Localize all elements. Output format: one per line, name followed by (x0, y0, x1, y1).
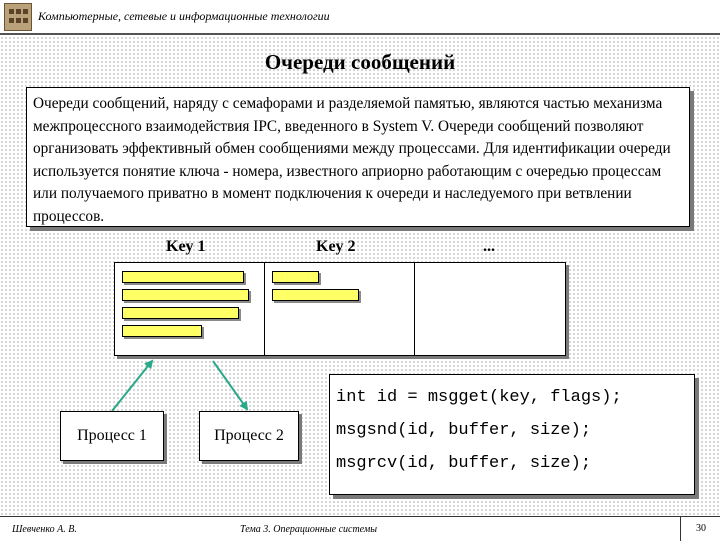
description-box: Очереди сообщений, наряду с семафорами и разделяемой памятью, являются частью механизма межпроцессного взаимодействия IPC, введенного в System V. Очереди сообщений позволяют организовать эффективный обмен сообщениями между процессами. Для идентификации очереди используется понятие ключа - номера, известного априорно работающим с очередью процессам или получаемого приватно в момент подключения к очереди и наследуемого при ветвлении процессов. (26, 87, 690, 227)
process-2-box: Процесс 2 (199, 411, 299, 461)
process-1-box: Процесс 1 (60, 411, 164, 461)
key-more-label: ... (483, 238, 495, 255)
code-line-msgrcv: msgrcv(id, buffer, size); (336, 454, 592, 473)
code-box (329, 374, 695, 495)
page-number: 30 (680, 517, 720, 541)
header-text: Компьютерные, сетевые и информационные технологии (38, 9, 330, 23)
arrow-process1-to-queue (112, 361, 152, 411)
key-2-label: Key 2 (316, 238, 356, 255)
slide-title: Очереди сообщений (264, 50, 456, 74)
code-line-msgsnd: msgsnd(id, buffer, size); (336, 421, 592, 440)
arrow-queue-to-process2 (213, 361, 247, 409)
key-1-label: Key 1 (166, 238, 206, 255)
code-line-msgget: int id = msgget(key, flags); (336, 388, 622, 407)
footer-author: Шевченко А. В. (12, 524, 77, 535)
slide-footer (0, 516, 720, 541)
footer-topic: Тема 3. Операционные системы (240, 524, 378, 535)
